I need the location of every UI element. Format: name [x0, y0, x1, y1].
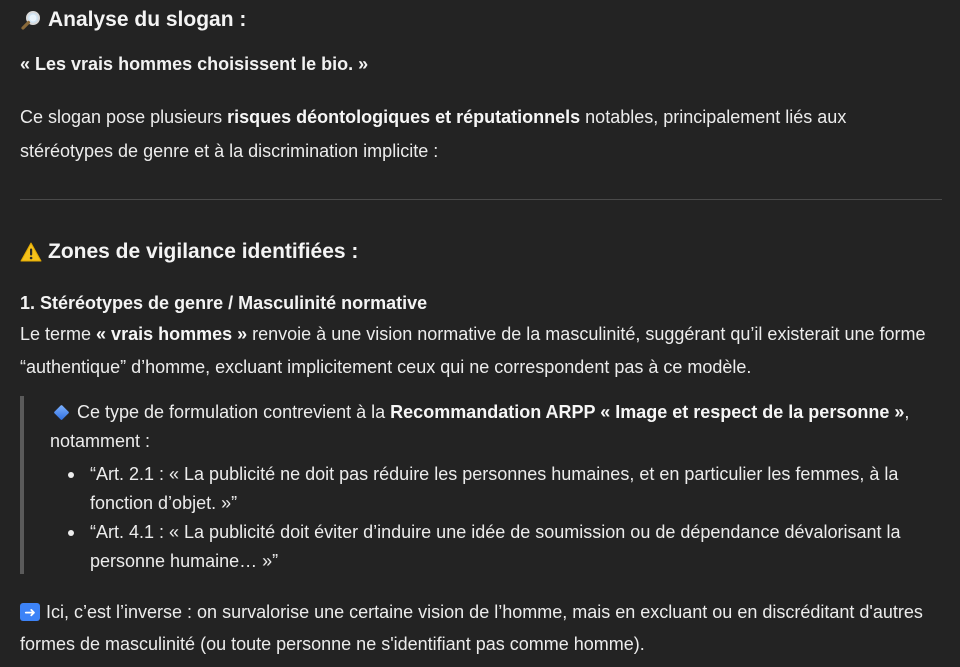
zones-title: Zones de vigilance identifiées :: [48, 240, 359, 263]
list-item: “Art. 4.1 : « La publicité doit éviter d’induire une idée de soumission ou de dépendance dévalorisant la personne humaine… »”: [90, 518, 910, 576]
slogan-text: « Les vrais hommes choisissent le bio. »: [20, 54, 369, 74]
intro-text-bold: risques déontologiques et réputationnels: [227, 107, 581, 127]
intro-paragraph: [20, 100, 940, 168]
article-list: [50, 460, 910, 576]
conclusion-paragraph: [20, 596, 945, 660]
conclusion-text: Ici, c’est l’inverse : on survalorise une certaine vision de l’homme, mais en excluant ou en discréditant d'autres formes de masculinité (ou toute personne ne s'identifiant pas comme homme).: [20, 602, 923, 654]
intro-text-end: notables, principalement liés aux stéréotypes de genre et à la discrimination implicite :: [20, 107, 847, 161]
arrow-right-icon: ➜: [20, 603, 40, 621]
quote-intro: [50, 398, 910, 456]
list-item: “Art. 2.1 : « La publicité ne doit pas réduire les personnes humaines, et en particulier les femmes, à la fonction d’objet. »”: [90, 460, 910, 518]
item1-title: 1. Stéréotypes de genre / Masculinité normative: [20, 293, 428, 313]
blue-diamond-icon: [54, 404, 70, 420]
quote-intro-end: , notamment :: [50, 402, 910, 451]
warning-icon: [20, 241, 42, 263]
item1-text-bold: « vrais hommes »: [96, 324, 248, 344]
magnifier-icon: [20, 9, 42, 31]
zones-heading: [20, 237, 358, 267]
item1-paragraph: [20, 318, 940, 384]
quote-intro-bold: Recommandation ARPP « Image et respect de la personne »: [390, 402, 905, 422]
item1-text-start: Le terme: [20, 324, 97, 344]
divider: [20, 199, 942, 200]
item1-text-end: renvoie à une vision normative de la masculinité, suggérant qu’il existerait une forme “authentique” d’homme, excluant implicitement ceux qui ne correspondent pas à ce modèle.: [20, 324, 926, 377]
quote-intro-start: Ce type de formulation contrevient à la: [77, 402, 391, 422]
analyse-heading: [20, 5, 246, 35]
intro-text-start: Ce slogan pose plusieurs: [20, 107, 228, 127]
blockquote: [20, 396, 939, 574]
analyse-title: Analyse du slogan :: [48, 8, 247, 31]
